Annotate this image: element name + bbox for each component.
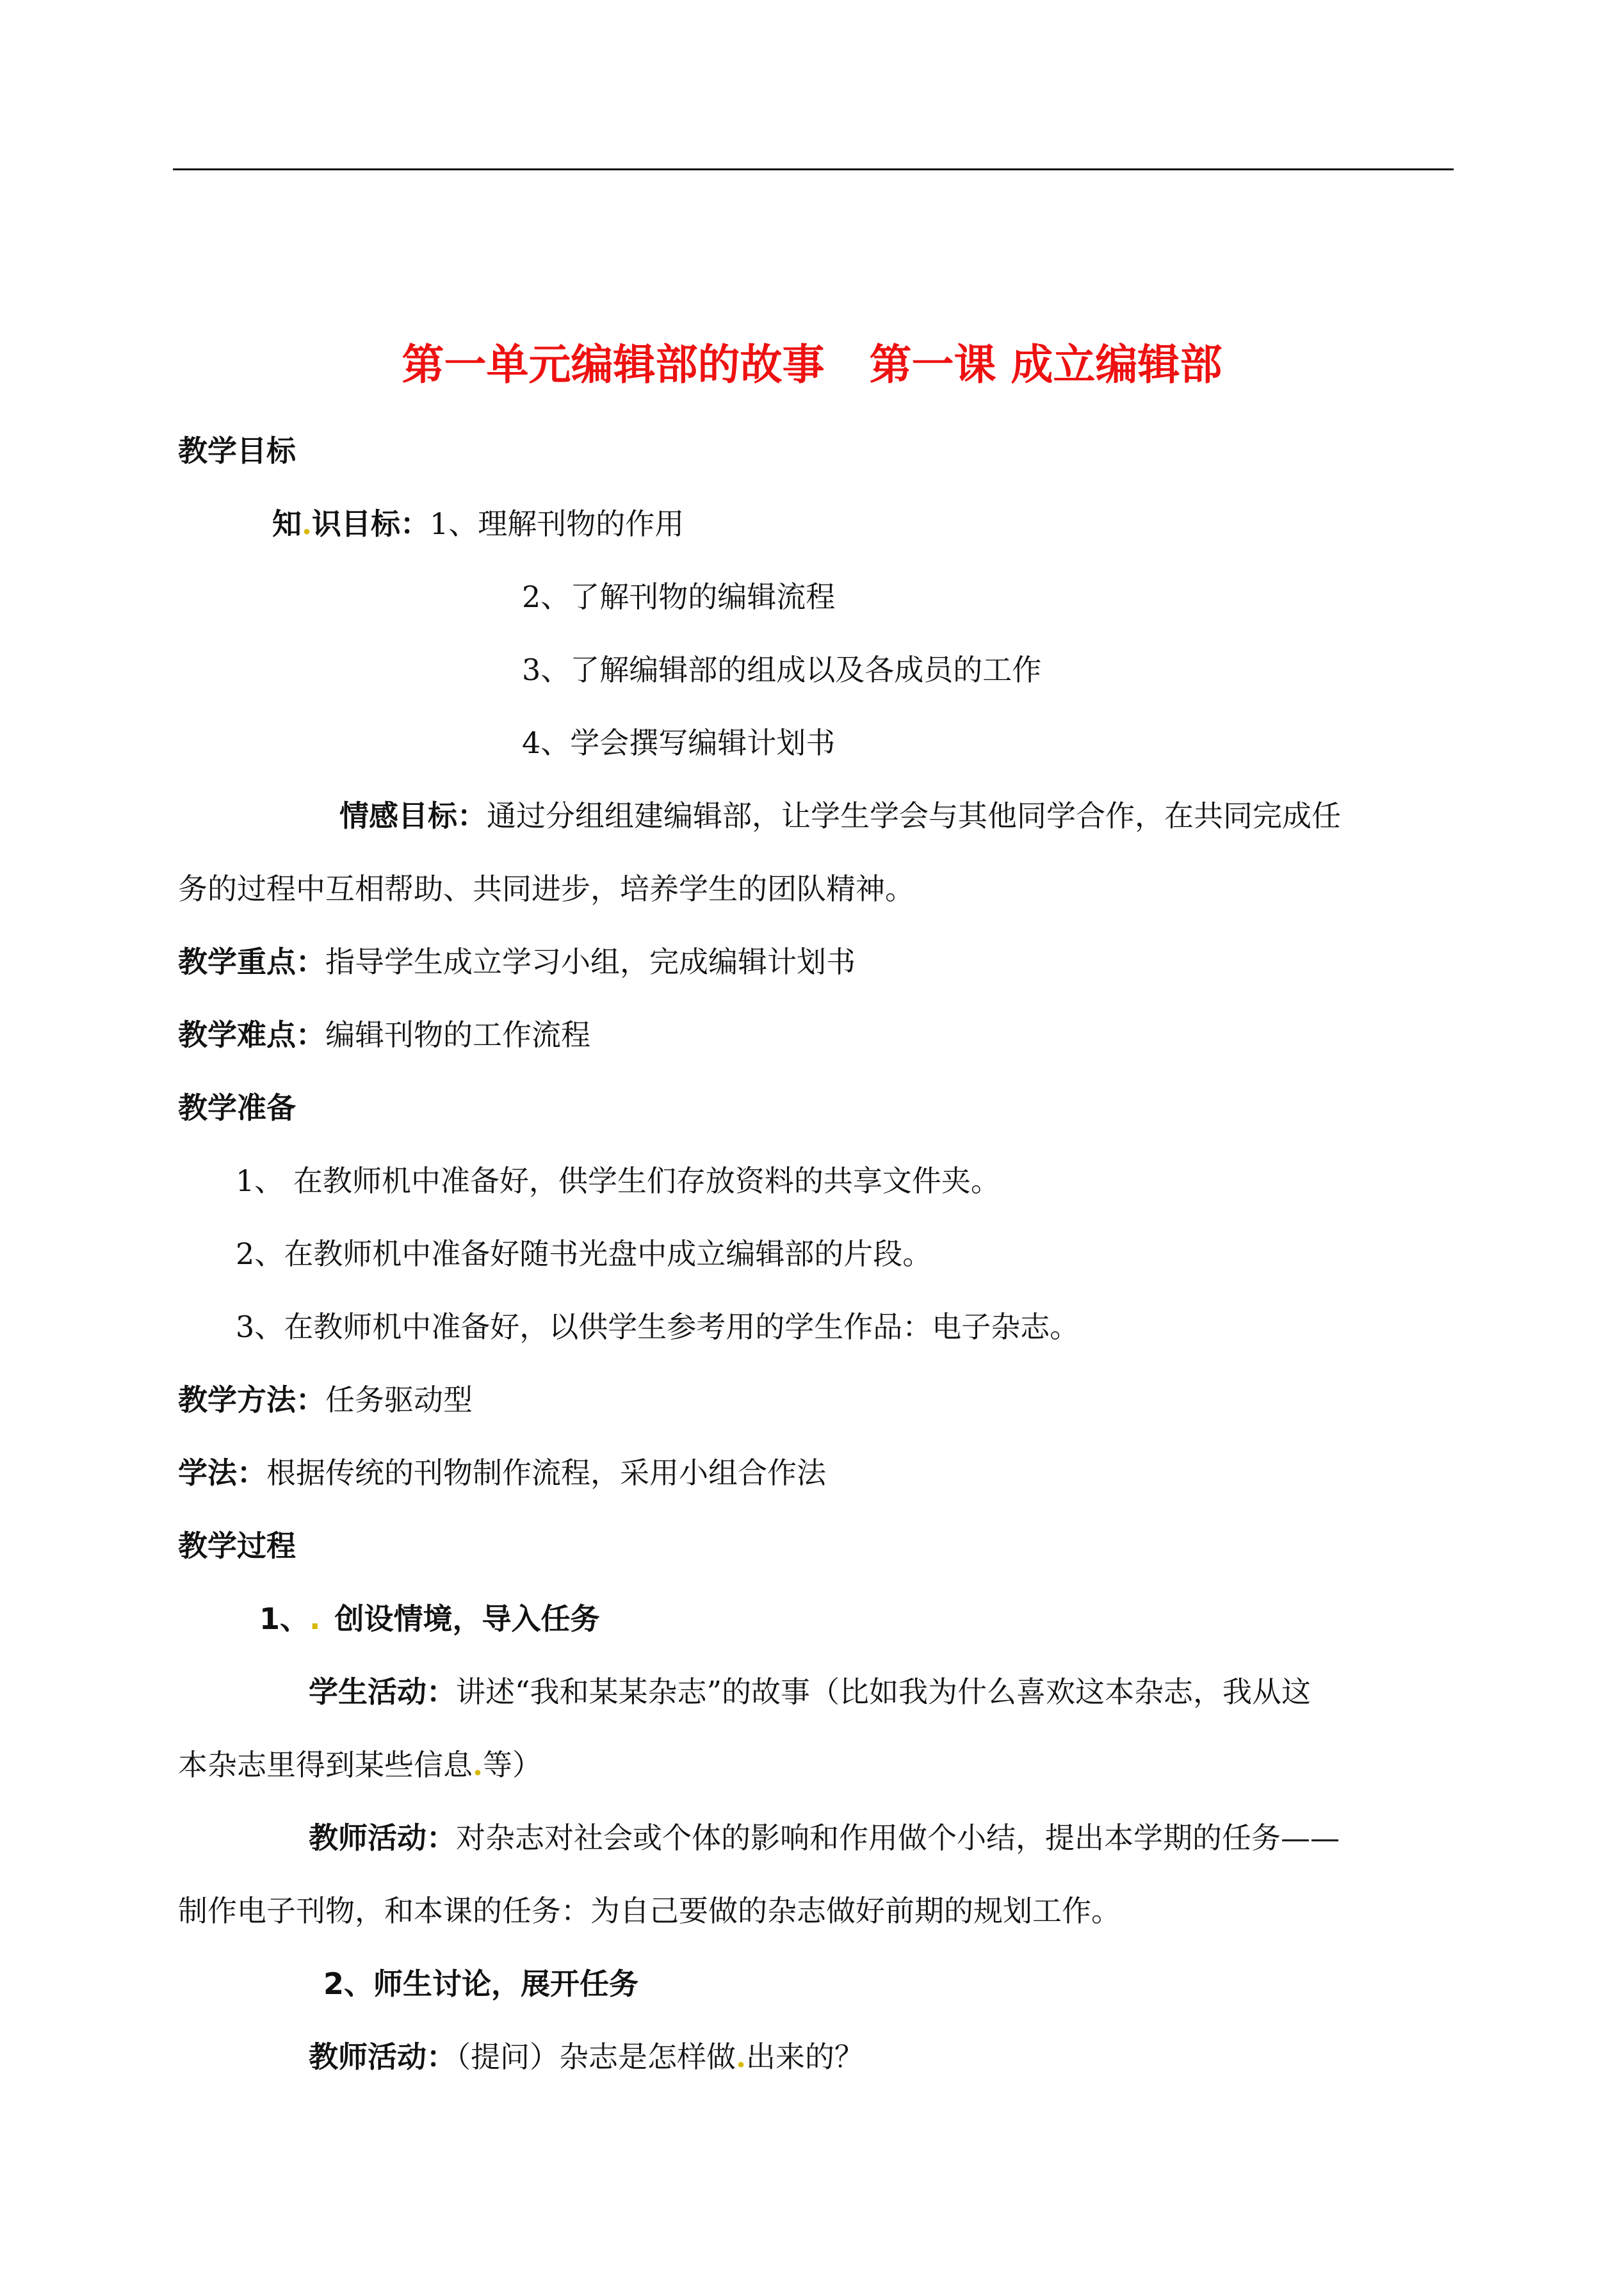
student-activity-cont	[178, 1747, 542, 1783]
preparation-heading: 教学准备	[178, 1091, 296, 1125]
knowledge-item: 2、了解刊物的编辑流程	[522, 580, 836, 614]
dot-mark: .	[736, 2040, 747, 2074]
process-heading: 教学过程	[178, 1529, 296, 1563]
knowledge-objective-line	[272, 506, 684, 542]
student-activity-line	[309, 1674, 1311, 1710]
step1-number: 1、	[259, 1602, 310, 1636]
knowledge-label-b: 识目标：	[312, 507, 430, 541]
knowledge-item: 3、了解编辑部的组成以及各成员的工作	[522, 653, 1042, 687]
dot-mark: .	[302, 507, 313, 541]
step2-heading: 2、师生讨论，展开任务	[323, 1967, 639, 2001]
method-line	[178, 1382, 473, 1418]
step1-title: 创设情境，导入任务	[334, 1602, 600, 1636]
emotion-text-cont: 务的过程中互相帮助、共同进步，培养学生的团队精神。	[178, 872, 914, 906]
preparation-item: 2、在教师机中准备好随书光盘中成立编辑部的片段。	[236, 1237, 932, 1271]
dot-mark: .	[473, 1748, 483, 1782]
title-lesson: 第一课 成立编辑部	[869, 340, 1222, 389]
teacher-activity-text: 对杂志对社会或个体的影响和作用做个小结，提出本学期的任务——	[456, 1821, 1340, 1855]
teacher-activity-label: 教师活动：	[309, 1821, 456, 1855]
teacher-activity-cont: 制作电子刊物，和本课的任务：为自己要做的杂志做好前期的规划工作。	[178, 1894, 1121, 1928]
header-rule	[173, 168, 1454, 170]
preparation-item: 3、在教师机中准备好，以供学生参考用的学生作品：电子杂志。	[236, 1310, 1080, 1344]
teacher-activity-text: （提问）杂志是怎样做	[456, 2040, 736, 2074]
learning-label: 学法：	[178, 1456, 266, 1490]
knowledge-item: 4、学会撰写编辑计划书	[522, 726, 836, 760]
title-unit: 第一单元编辑部的故事	[402, 340, 825, 389]
document-title	[0, 339, 1624, 391]
emotion-objective-line	[339, 798, 1341, 834]
student-activity-text: 本杂志里得到某些信息	[178, 1748, 473, 1782]
difficulty-text: 编辑刊物的工作流程	[325, 1018, 590, 1052]
student-activity-label: 学生活动：	[309, 1675, 456, 1709]
teacher-activity-line	[309, 1820, 1340, 1856]
dot-mark: .	[309, 1602, 321, 1636]
teacher-activity-label: 教师活动：	[309, 2040, 456, 2074]
teacher-question-line	[309, 2039, 864, 2075]
key-point-text: 指导学生成立学习小组，完成编辑计划书	[325, 945, 856, 979]
difficulty-label: 教学难点：	[178, 1018, 325, 1052]
preparation-item: 1、 在教师机中准备好，供学生们存放资料的共享文件夹。	[236, 1164, 1000, 1198]
knowledge-item: 1、理解刊物的作用	[430, 507, 685, 541]
learning-text: 根据传统的刊物制作流程，采用小组合作法	[266, 1456, 826, 1490]
method-text: 任务驱动型	[325, 1383, 473, 1417]
key-point-label: 教学重点：	[178, 945, 325, 979]
difficulty-line	[178, 1017, 590, 1053]
student-activity-text: 等）	[483, 1748, 542, 1782]
learning-line	[178, 1455, 826, 1491]
emotion-text: 通过分组组建编辑部，让学生学会与其他同学合作，在共同完成任	[487, 799, 1341, 833]
teacher-activity-text: 出来的？	[746, 2040, 865, 2074]
student-activity-text: 讲述“我和某某杂志”的故事（比如我为什么喜欢这本杂志，我从这	[456, 1675, 1311, 1709]
key-point-line	[178, 944, 856, 980]
method-label: 教学方法：	[178, 1383, 325, 1417]
objectives-heading: 教学目标	[178, 434, 296, 468]
knowledge-label-a: 知	[272, 507, 302, 541]
step1-heading	[259, 1601, 600, 1637]
emotion-label: 情感目标：	[339, 799, 487, 833]
